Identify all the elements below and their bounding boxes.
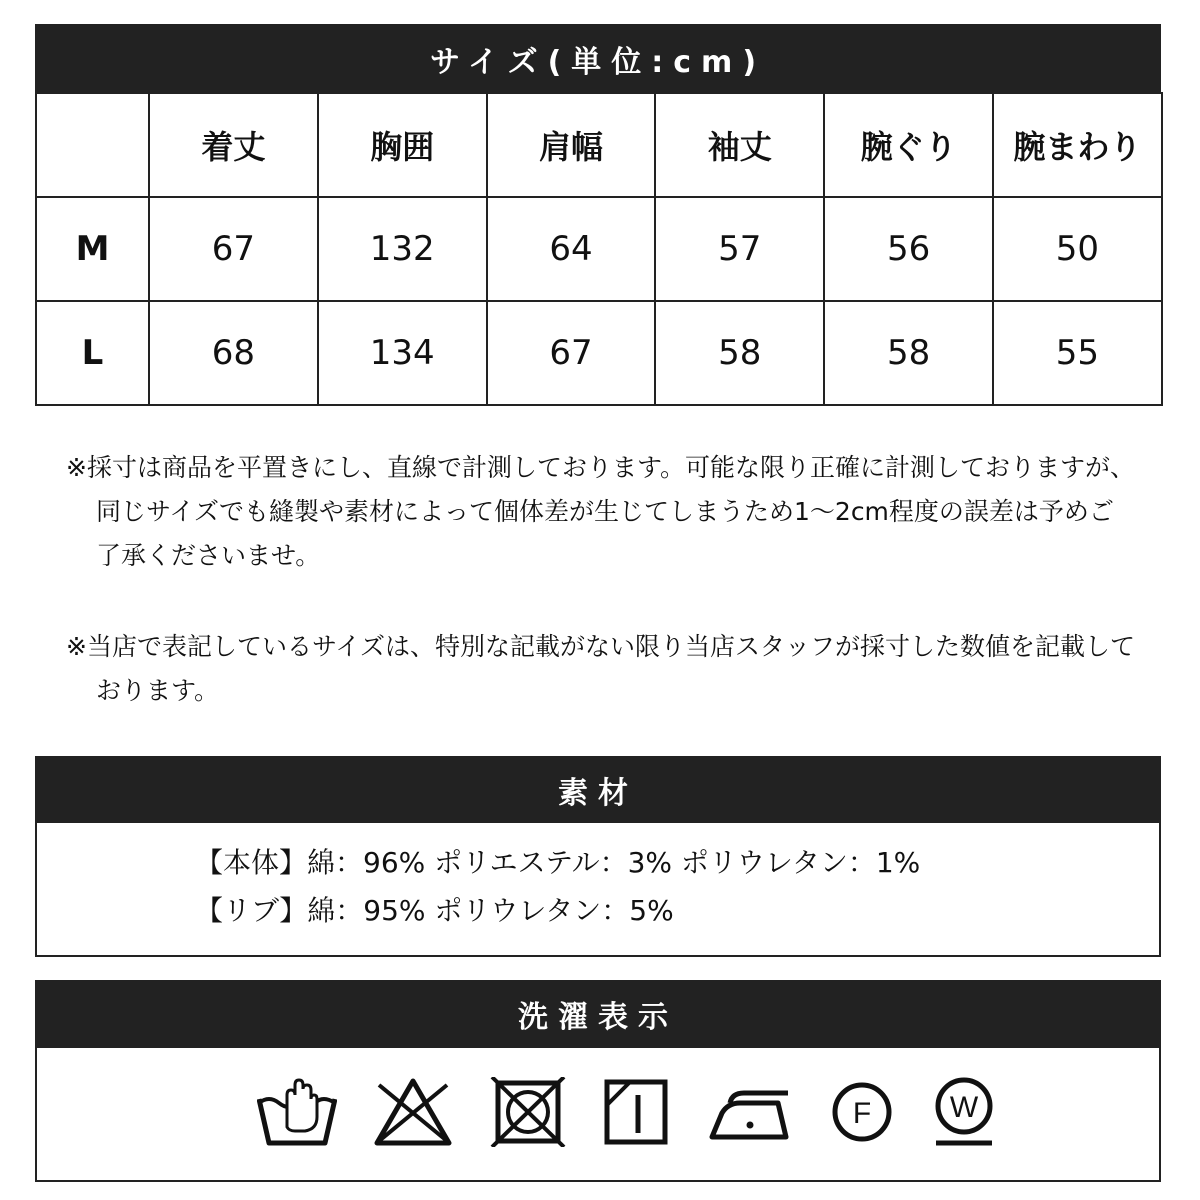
table-cell: 58: [655, 301, 824, 405]
table-cell: 58: [824, 301, 993, 405]
table-cell: 55: [993, 301, 1162, 405]
dry-clean-f-icon: [829, 1079, 895, 1145]
wet-clean-w-icon: [931, 1076, 997, 1148]
column-header: 肩幅: [487, 93, 656, 197]
material-box: [35, 823, 1161, 957]
row-label: L: [36, 301, 149, 405]
column-header: 着丈: [149, 93, 318, 197]
table-cell: 64: [487, 197, 656, 301]
washing-title: 洗濯表示: [518, 1000, 678, 1035]
material-rib-line: 【リブ】綿：95% ポリウレタン：5%: [195, 894, 674, 927]
table-cell: 134: [318, 301, 487, 405]
table-cell: 132: [318, 197, 487, 301]
material-body-line: 【本体】綿：96% ポリエステル：3% ポリウレタン：1%: [195, 846, 921, 879]
size-source-note: ※当店で表記しているサイズは、特別な記載がない限り当店スタッフが採寸した数値を記載しております。: [66, 632, 1135, 705]
no-tumble-dry-icon: [490, 1077, 566, 1147]
column-header: 腕ぐり: [824, 93, 993, 197]
size-table-header-row: [36, 93, 1162, 197]
size-title: サイズ(単位:cm): [429, 44, 767, 80]
table-cell: 68: [149, 301, 318, 405]
washing-box: [35, 1048, 1161, 1182]
size-table: [35, 92, 1163, 406]
washing-header: [35, 980, 1161, 1048]
measurement-note: ※採寸は商品を平置きにし、直線で計測しております。可能な限り正確に計測しておりますが、同じサイズでも縫製や素材によって個体差が生じてしまうため1〜2cm程度の誤差は予めご了承くださいませ。: [66, 453, 1135, 570]
material-header: [35, 756, 1161, 823]
column-header: 袖丈: [655, 93, 824, 197]
table-cell: 57: [655, 197, 824, 301]
table-cell: 56: [824, 197, 993, 301]
wet-clean-w-label: W: [949, 1091, 979, 1124]
iron-low-icon: [708, 1077, 792, 1147]
size-table-corner: [36, 93, 149, 197]
no-bleach-icon: [373, 1077, 453, 1147]
table-cell: 67: [149, 197, 318, 301]
column-header: 胸囲: [318, 93, 487, 197]
table-cell: 50: [993, 197, 1162, 301]
care-icons: [257, 1072, 997, 1152]
dry-clean-f-label: F: [852, 1097, 871, 1130]
line-dry-shade-icon: [602, 1077, 672, 1147]
column-header: 腕まわり: [993, 93, 1162, 197]
table-row: [36, 197, 1162, 301]
row-label: M: [36, 197, 149, 301]
table-row: [36, 301, 1162, 405]
hand-wash-icon: [257, 1077, 337, 1147]
size-header: [35, 24, 1161, 93]
table-cell: 67: [487, 301, 656, 405]
material-title: 素材: [558, 775, 638, 811]
